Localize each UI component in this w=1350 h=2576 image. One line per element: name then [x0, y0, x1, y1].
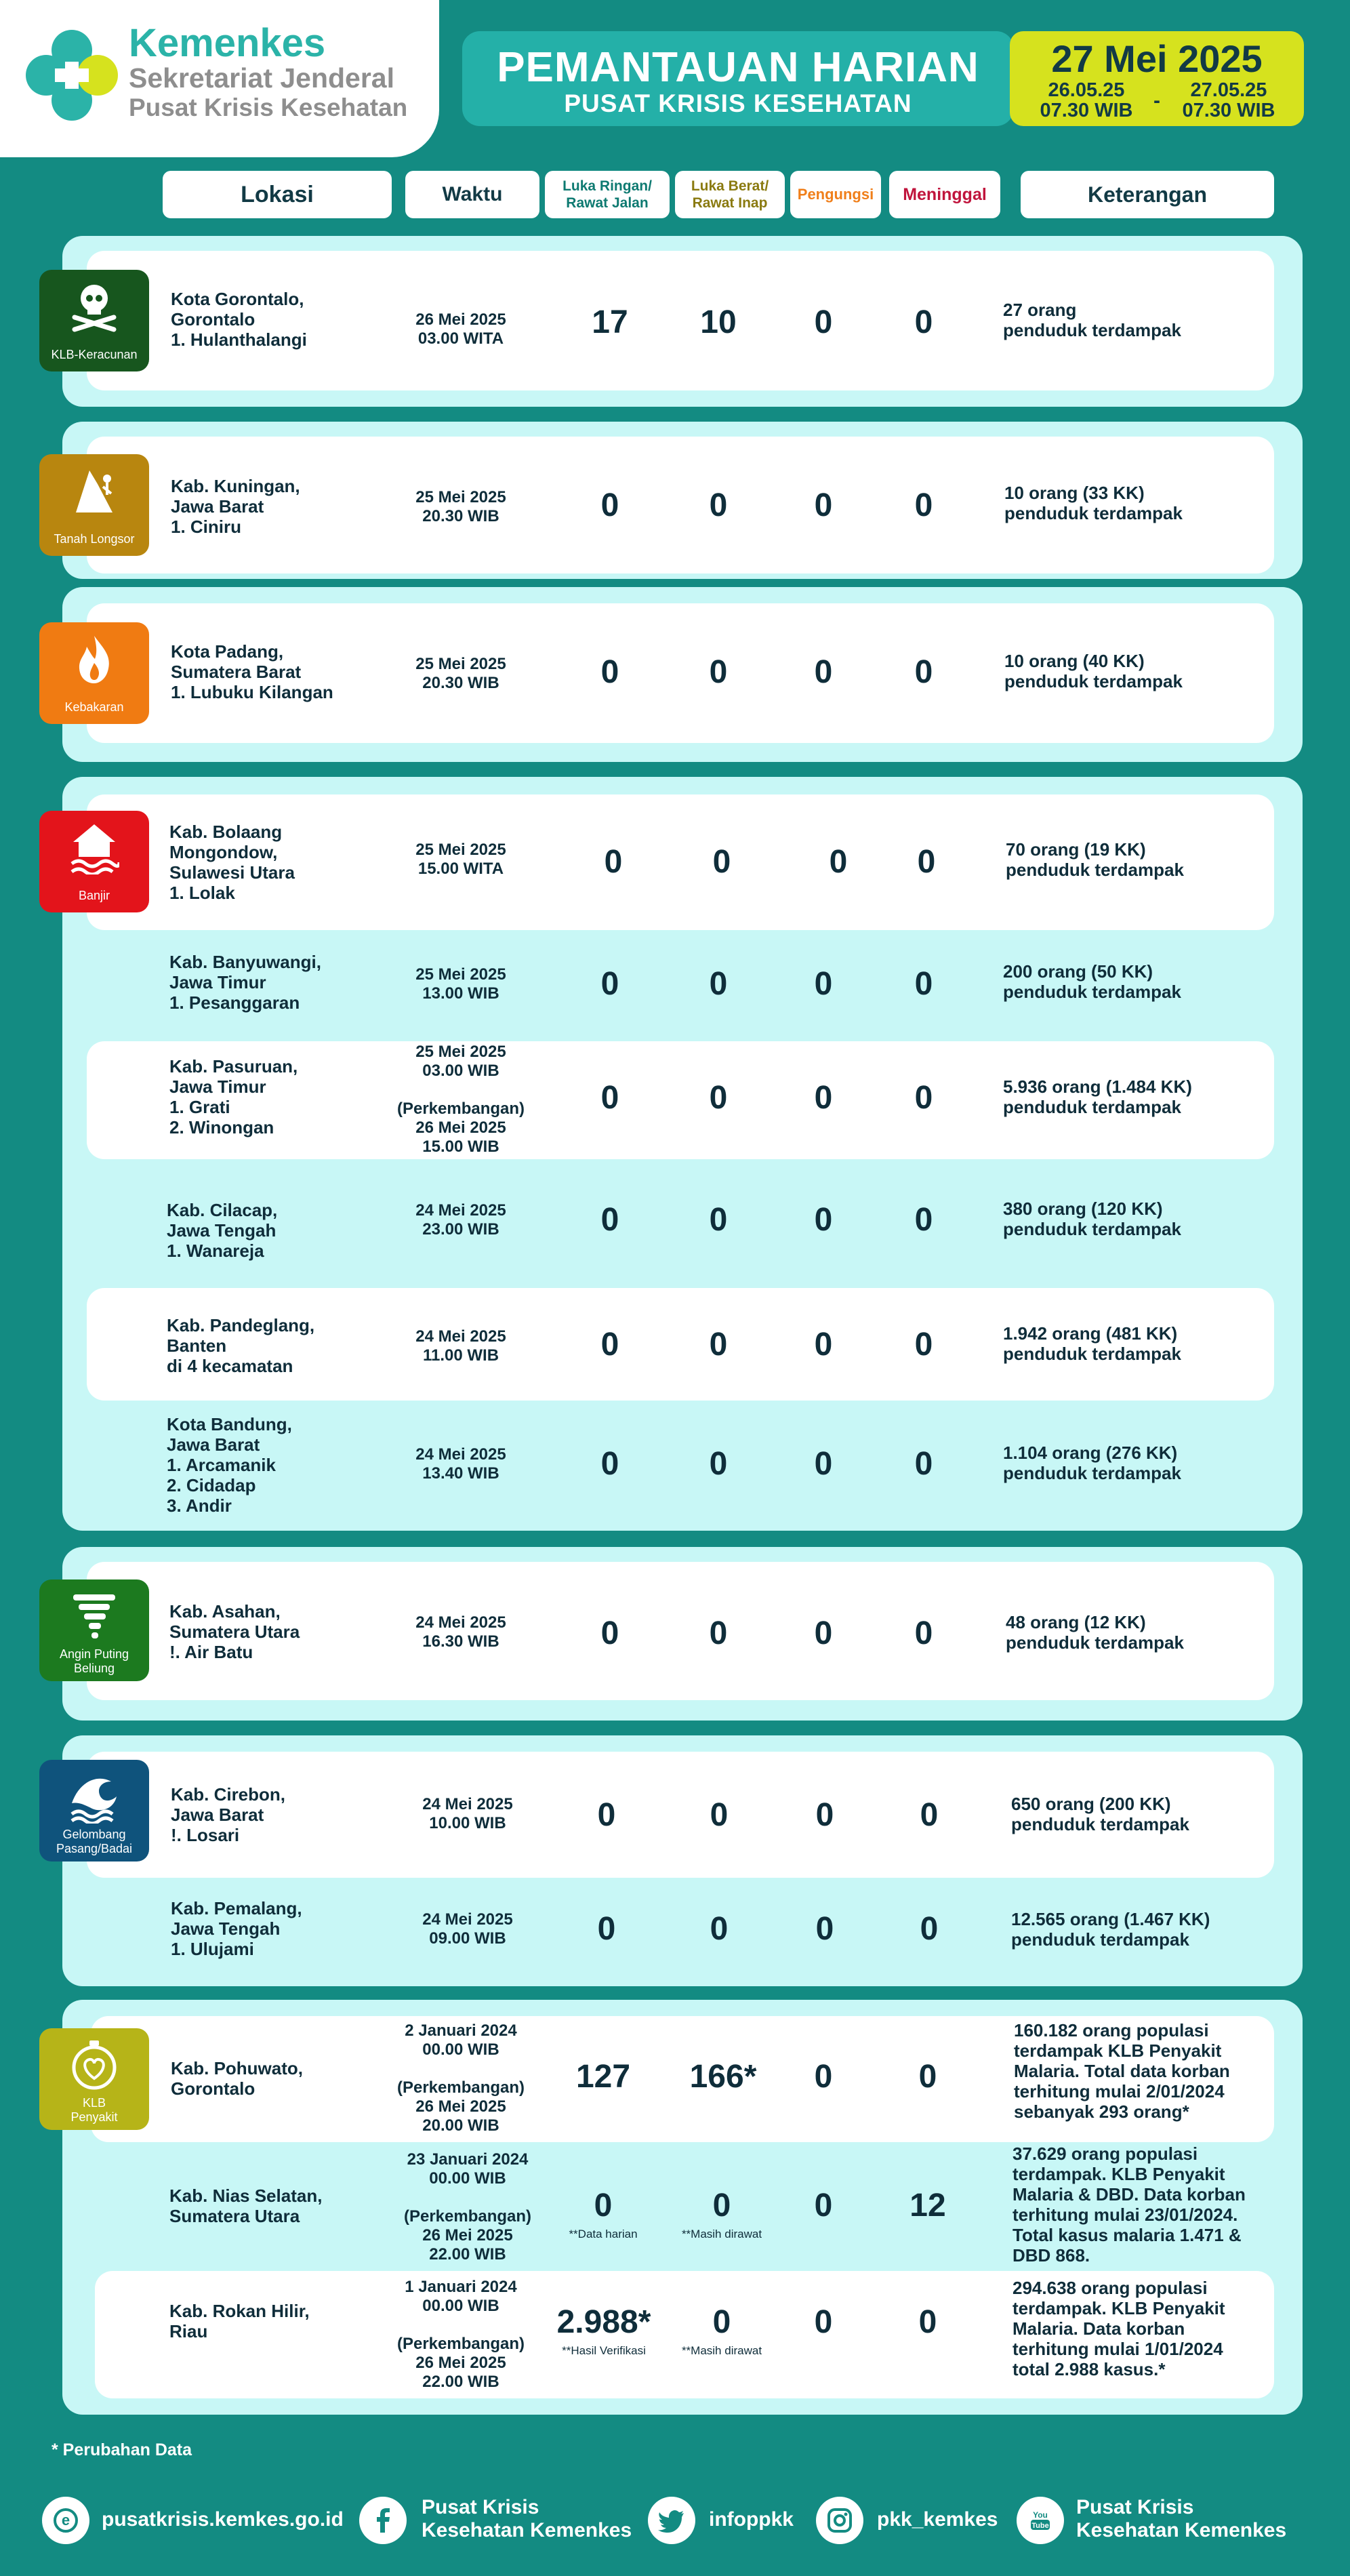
category-badge-angin: [39, 1579, 149, 1681]
row-lokasi: Kab. Banyuwangi, Jawa Timur 1. Pesanggaran: [169, 952, 321, 1013]
youtube-link[interactable]: [1017, 2497, 1064, 2544]
row-meninggal: 0: [914, 654, 933, 690]
row-meninggal: 0: [918, 2059, 937, 2095]
row-keterangan: 200 orang (50 KK) penduduk terdampak: [1003, 961, 1181, 1002]
row-keterangan: 37.629 orang populasi terdampak. KLB Penyakit Malaria & DBD. Data korban terhitung mulai 23/01/2024. Total kasus malaria 1.471 & DBD 868.: [1012, 2144, 1246, 2266]
row-luka-berat: 0: [709, 487, 728, 523]
row-luka-berat: 0: [709, 1202, 728, 1238]
web-link[interactable]: [42, 2497, 89, 2544]
row-waktu: 26 Mei 2025 03.00 WITA: [415, 310, 506, 348]
row-luka-berat: 10: [700, 304, 737, 340]
row-pengungsi: 0: [814, 1080, 833, 1116]
row-keterangan: 1.942 orang (481 KK) penduduk terdampak: [1003, 1323, 1181, 1364]
row-keterangan: 70 orang (19 KK) penduduk terdampak: [1006, 839, 1184, 880]
kemenkes-logo-icon: [24, 24, 119, 126]
row-waktu: 25 Mei 2025 20.30 WIB: [415, 488, 506, 525]
page-title-banner: [462, 31, 1014, 126]
column-header-luka-berat: Luka Berat/ Rawat Inap: [675, 171, 785, 218]
row-luka-ringan: 2.988*: [556, 2304, 651, 2340]
row-meninggal: 12: [909, 2188, 946, 2223]
row-luka-ringan: 0: [597, 1911, 616, 1947]
row-pengungsi: 0: [814, 2304, 833, 2340]
category-badge-banjir: [39, 811, 149, 912]
twitter-link-text[interactable]: infoppkk: [709, 2508, 794, 2531]
row-luka-ringan: 0: [600, 1202, 619, 1238]
row-meninggal: 0: [914, 1446, 933, 1482]
row-luka-ringan: 0: [600, 966, 619, 1002]
row-luka-berat: 0: [709, 1615, 728, 1651]
row-pengungsi: 0: [814, 2059, 833, 2095]
column-header-luka-ringan: Luka Ringan/ Rawat Jalan: [545, 171, 670, 218]
row-waktu: 24 Mei 2025 11.00 WIB: [415, 1327, 506, 1365]
row-luka-ringan-note: **Hasil Verifikasi: [562, 2344, 646, 2357]
row-meninggal: 0: [917, 844, 936, 880]
category-badge-kebakaran: [39, 622, 149, 724]
row-luka-berat: 0: [709, 966, 728, 1002]
facebook-icon: [369, 2507, 396, 2534]
landslide-icon: [69, 464, 119, 518]
twitter-icon: [658, 2507, 685, 2534]
category-badge-keracunan: [39, 270, 149, 371]
row-waktu: 24 Mei 2025 09.00 WIB: [422, 1910, 513, 1948]
row-pengungsi: 0: [815, 1911, 834, 1947]
column-header-meninggal: Meninggal: [889, 171, 1000, 218]
facebook-link[interactable]: [359, 2497, 407, 2544]
category-badge-klb-penyakit: [39, 2028, 149, 2130]
row-lokasi: Kota Padang, Sumatera Barat 1. Lubuku Kilangan: [171, 641, 333, 702]
row-waktu: 25 Mei 2025 13.00 WIB: [415, 965, 506, 1003]
row-waktu: 24 Mei 2025 10.00 WIB: [422, 1795, 513, 1832]
tornado-icon: [69, 1589, 119, 1643]
row-meninggal: 0: [914, 1202, 933, 1238]
row-luka-ringan: 17: [592, 304, 628, 340]
date-banner: [1010, 31, 1304, 126]
page-title: PEMANTAUAN HARIAN: [497, 44, 979, 91]
row-keterangan: 650 orang (200 KK) penduduk terdampak: [1011, 1794, 1189, 1834]
report-date: 27 Mei 2025: [1051, 37, 1263, 80]
category-label: KLB Penyakit: [70, 2096, 118, 2124]
row-keterangan: 48 orang (12 KK) penduduk terdampak: [1006, 1612, 1184, 1653]
range-separator: -: [1153, 89, 1160, 112]
row-luka-ringan: 0: [597, 1797, 616, 1833]
category-badge-longsor: [39, 454, 149, 556]
youtube-icon: [1027, 2507, 1054, 2534]
row-keterangan: 10 orang (40 KK) penduduk terdampak: [1004, 651, 1183, 691]
row-lokasi: Kab. Bolaang Mongondow, Sulawesi Utara 1. Lolak: [169, 822, 295, 903]
row-waktu: 2 Januari 2024 00.00 WIB (Perkembangan) 26 Mei 2025 20.00 WIB: [396, 2021, 525, 2135]
row-luka-ringan: 0: [604, 844, 623, 880]
row-luka-berat: 0: [712, 844, 731, 880]
row-meninggal: 0: [914, 1327, 933, 1363]
row-luka-ringan: 0: [600, 1080, 619, 1116]
row-lokasi: Kab. Pemalang, Jawa Tengah 1. Ulujami: [171, 1898, 302, 1959]
row-lokasi: Kab. Nias Selatan, Sumatera Utara: [169, 2186, 323, 2226]
row-pengungsi: 0: [814, 654, 833, 690]
fire-icon: [69, 632, 119, 686]
row-keterangan: 380 orang (120 KK) penduduk terdampak: [1003, 1199, 1181, 1239]
row-pengungsi: 0: [814, 304, 833, 340]
row-luka-ringan-note: **Data harian: [569, 2228, 638, 2240]
row-pengungsi: 0: [814, 2188, 833, 2223]
instagram-link[interactable]: [816, 2497, 863, 2544]
category-label: Banjir: [78, 889, 110, 902]
column-header-keterangan: Keterangan: [1021, 171, 1274, 218]
row-waktu: 23 Januari 2024 00.00 WIB (Perkembangan) 26 Mei 2025 22.00 WIB: [403, 2150, 532, 2263]
row-keterangan: 27 orang penduduk terdampak: [1003, 300, 1181, 340]
instagram-link-text[interactable]: pkk_kemkes: [877, 2508, 998, 2531]
web-icon: [52, 2507, 79, 2534]
instagram-icon: [826, 2507, 853, 2534]
row-waktu: 25 Mei 2025 20.30 WIB: [415, 655, 506, 692]
skull-icon: [69, 279, 119, 334]
row-pengungsi: 0: [815, 1797, 834, 1833]
row-luka-berat: 0: [709, 1446, 728, 1482]
row-luka-berat: 0: [709, 1080, 728, 1116]
row-luka-berat-note: **Masih dirawat: [681, 2228, 762, 2240]
row-pengungsi: 0: [814, 1615, 833, 1651]
column-header-waktu: Waktu: [405, 171, 539, 218]
logo-subtitle-2: Pusat Krisis Kesehatan: [129, 94, 408, 121]
category-label: Gelombang Pasang/Badai: [56, 1828, 133, 1855]
svg-text:e: e: [61, 2512, 70, 2529]
row-meninggal: 0: [914, 1615, 933, 1651]
row-pengungsi: 0: [814, 966, 833, 1002]
row-luka-berat-note: **Masih dirawat: [681, 2344, 762, 2357]
footnote-perubahan-data: * Perubahan Data: [52, 2440, 192, 2459]
row-luka-berat: 0: [712, 2188, 731, 2223]
row-pengungsi: 0: [814, 1327, 833, 1363]
logo-subtitle: Sekretariat Jenderal: [129, 62, 395, 94]
flood-house-icon: [69, 820, 119, 874]
row-meninggal: 0: [914, 966, 933, 1002]
row-waktu: 25 Mei 2025 15.00 WITA: [415, 841, 506, 878]
row-lokasi: Kota Gorontalo, Gorontalo 1. Hulanthalangi: [171, 289, 307, 350]
row-waktu: 1 Januari 2024 00.00 WIB (Perkembangan) 26 Mei 2025 22.00 WIB: [396, 2278, 525, 2391]
row-lokasi: Kota Bandung, Jawa Barat 1. Arcamanik 2. Cidadap 3. Andir: [167, 1414, 292, 1516]
web-link-text[interactable]: pusatkrisis.kemkes.go.id: [102, 2508, 344, 2531]
row-luka-ringan: 0: [594, 2188, 613, 2223]
row-pengungsi: 0: [814, 1446, 833, 1482]
row-lokasi: Kab. Pohuwato, Gorontalo: [171, 2058, 303, 2099]
row-keterangan: 5.936 orang (1.484 KK) penduduk terdampak: [1003, 1076, 1192, 1117]
range-start: 26.05.25 07.30 WIB: [1040, 79, 1133, 121]
svg-text:Tube: Tube: [1031, 2522, 1049, 2530]
wave-icon: [69, 1769, 119, 1824]
row-luka-berat: 0: [710, 1797, 729, 1833]
row-lokasi: Kab. Kuningan, Jawa Barat 1. Ciniru: [171, 476, 300, 537]
row-lokasi: Kab. Rokan Hilir, Riau: [169, 2301, 310, 2341]
page-subtitle: PUSAT KRISIS KESEHATAN: [564, 89, 912, 117]
row-meninggal: 0: [914, 487, 933, 523]
row-meninggal: 0: [914, 1080, 933, 1116]
row-luka-berat: 166*: [689, 2059, 757, 2095]
row-luka-ringan: 127: [575, 2059, 631, 2095]
category-badge-gelombang: [39, 1760, 149, 1861]
row-lokasi: Kab. Pasuruan, Jawa Timur 1. Grati 2. Winongan: [169, 1056, 298, 1138]
row-pengungsi: 0: [814, 487, 833, 523]
range-end: 27.05.25 07.30 WIB: [1182, 79, 1275, 121]
row-waktu: 25 Mei 2025 03.00 WIB (Perkembangan) 26 Mei 2025 15.00 WIB: [396, 1043, 525, 1156]
virus-icon: [69, 2038, 119, 2092]
row-meninggal: 0: [914, 304, 933, 340]
row-lokasi: Kab. Asahan, Sumatera Utara !. Air Batu: [169, 1601, 300, 1662]
row-luka-berat: 0: [710, 1911, 729, 1947]
row-waktu: 24 Mei 2025 13.40 WIB: [415, 1445, 506, 1483]
row-waktu: 24 Mei 2025 16.30 WIB: [415, 1613, 506, 1651]
svg-text:You: You: [1033, 2510, 1048, 2520]
twitter-link[interactable]: [648, 2497, 695, 2544]
row-luka-ringan: 0: [600, 487, 619, 523]
row-meninggal: 0: [918, 2304, 937, 2340]
category-label: KLB-Keracunan: [51, 348, 138, 361]
row-lokasi: Kab. Cirebon, Jawa Barat !. Losari: [171, 1784, 286, 1845]
row-keterangan: 10 orang (33 KK) penduduk terdampak: [1004, 483, 1183, 523]
row-luka-berat: 0: [709, 1327, 728, 1363]
row-luka-berat: 0: [709, 654, 728, 690]
row-keterangan: 160.182 orang populasi terdampak KLB Penyakit Malaria. Total data korban terhitung mulai 2/01/2024 sebanyak 293 orang*: [1014, 2020, 1230, 2122]
column-header-lokasi: Lokasi: [163, 171, 392, 218]
row-pengungsi: 0: [829, 844, 848, 880]
category-label: Angin Puting Beliung: [59, 1647, 129, 1675]
logo-area: [0, 0, 439, 157]
row-keterangan: 12.565 orang (1.467 KK) penduduk terdampak: [1011, 1909, 1210, 1950]
row-keterangan: 1.104 orang (276 KK) penduduk terdampak: [1003, 1443, 1181, 1483]
youtube-link-text[interactable]: Pusat Krisis Kesehatan Kemenkes: [1076, 2496, 1287, 2541]
row-pengungsi: 0: [814, 1202, 833, 1238]
row-meninggal: 0: [920, 1797, 939, 1833]
row-luka-berat: 0: [712, 2304, 731, 2340]
facebook-link-text[interactable]: Pusat Krisis Kesehatan Kemenkes: [422, 2496, 632, 2541]
row-luka-ringan: 0: [600, 654, 619, 690]
row-waktu: 24 Mei 2025 23.00 WIB: [415, 1201, 506, 1239]
row-luka-ringan: 0: [600, 1446, 619, 1482]
category-label: Tanah Longsor: [54, 532, 135, 546]
row-keterangan: 294.638 orang populasi terdampak. KLB Penyakit Malaria. Data korban terhitung mulai 1/01/2024 total 2.988 kasus.*: [1012, 2278, 1225, 2379]
row-luka-ringan: 0: [600, 1615, 619, 1651]
logo-title: Kemenkes: [129, 21, 326, 65]
category-label: Kebakaran: [64, 700, 124, 714]
row-luka-ringan: 0: [600, 1327, 619, 1363]
column-header-pengungsi: Pengungsi: [790, 171, 881, 218]
row-lokasi: Kab. Cilacap, Jawa Tengah 1. Wanareja: [167, 1200, 278, 1261]
row-lokasi: Kab. Pandeglang, Banten di 4 kecamatan: [167, 1315, 315, 1376]
row-meninggal: 0: [920, 1911, 939, 1947]
